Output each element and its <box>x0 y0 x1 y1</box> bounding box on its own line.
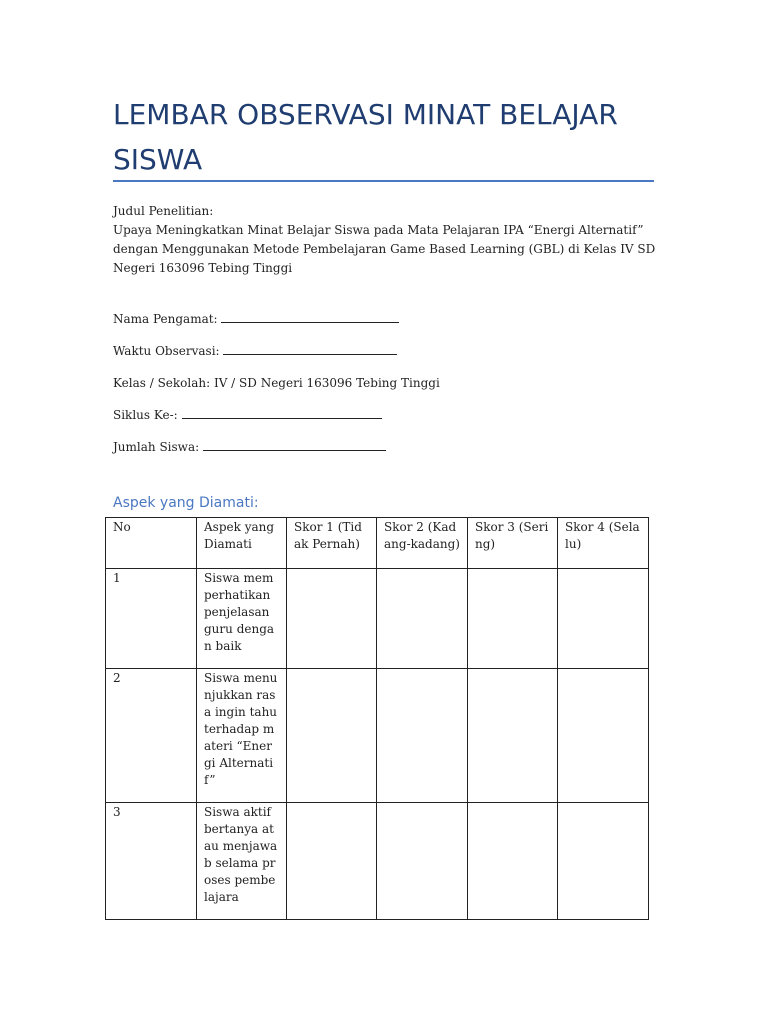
score-3-cell[interactable] <box>468 569 558 669</box>
document-title: LEMBAR OBSERVASI MINAT BELAJAR SISWA <box>113 98 618 176</box>
cycle-field <box>113 407 382 423</box>
score-3-cell[interactable] <box>468 669 558 803</box>
score-2-cell[interactable] <box>377 669 468 803</box>
research-label: Judul Penelitian: <box>113 204 214 218</box>
row-number: 3 <box>106 803 197 920</box>
score-4-cell[interactable] <box>558 569 649 669</box>
research-text: Upaya Meningkatkan Minat Belajar Siswa pada Mata Pelajaran IPA “Energi Alternatif” dengan Menggunakan Metode Pembelajaran Game Based Learning (GBL) di Kelas IV SD Negeri 163096 Tebing Tinggi <box>113 223 656 275</box>
header-score-1: Skor 1 (Tidak Pernah) <box>287 518 377 569</box>
class-school-label: Kelas / Sekolah: IV / SD Negeri 163096 Tebing Tinggi <box>113 376 440 390</box>
observer-field <box>113 311 399 327</box>
header-score-4: Skor 4 (Selalu) <box>558 518 649 569</box>
table-row <box>106 803 649 920</box>
observation-time-field <box>113 343 397 359</box>
student-count-blank-line <box>203 440 386 451</box>
table-row <box>106 669 649 803</box>
observation-time-blank-line <box>223 344 397 355</box>
row-aspect: Siswa menunjukkan rasa ingin tahu terhadap materi “Energi Alternatif” <box>197 669 287 803</box>
class-school-field <box>113 375 440 391</box>
section-heading: Aspek yang Diamati: <box>113 495 259 511</box>
score-4-cell[interactable] <box>558 669 649 803</box>
header-score-3: Skor 3 (Sering) <box>468 518 558 569</box>
score-1-cell[interactable] <box>287 669 377 803</box>
header-no: No <box>106 518 197 569</box>
title-divider <box>113 180 654 182</box>
observer-label: Nama Pengamat: <box>113 312 218 326</box>
row-number: 1 <box>106 569 197 669</box>
score-2-cell[interactable] <box>377 569 468 669</box>
row-number: 2 <box>106 669 197 803</box>
cycle-blank-line <box>182 408 382 419</box>
row-aspect: Siswa aktif bertanya atau menjawab selama proses pembelajara <box>197 803 287 920</box>
row-aspect: Siswa memperhatikan penjelasan guru dengan baik <box>197 569 287 669</box>
student-count-label: Jumlah Siswa: <box>113 440 200 454</box>
score-4-cell[interactable] <box>558 803 649 920</box>
observation-table <box>105 517 649 920</box>
score-1-cell[interactable] <box>287 569 377 669</box>
observer-blank-line <box>221 312 399 323</box>
student-count-field <box>113 439 386 455</box>
observation-time-label: Waktu Observasi: <box>113 344 220 358</box>
research-title-block <box>113 202 658 278</box>
cycle-label: Siklus Ke-: <box>113 408 178 422</box>
table-row <box>106 569 649 669</box>
score-1-cell[interactable] <box>287 803 377 920</box>
header-score-2: Skor 2 (Kadang-kadang) <box>377 518 468 569</box>
table-header-row <box>106 518 649 569</box>
header-aspect: Aspek yang Diamati <box>197 518 287 569</box>
score-3-cell[interactable] <box>468 803 558 920</box>
score-2-cell[interactable] <box>377 803 468 920</box>
